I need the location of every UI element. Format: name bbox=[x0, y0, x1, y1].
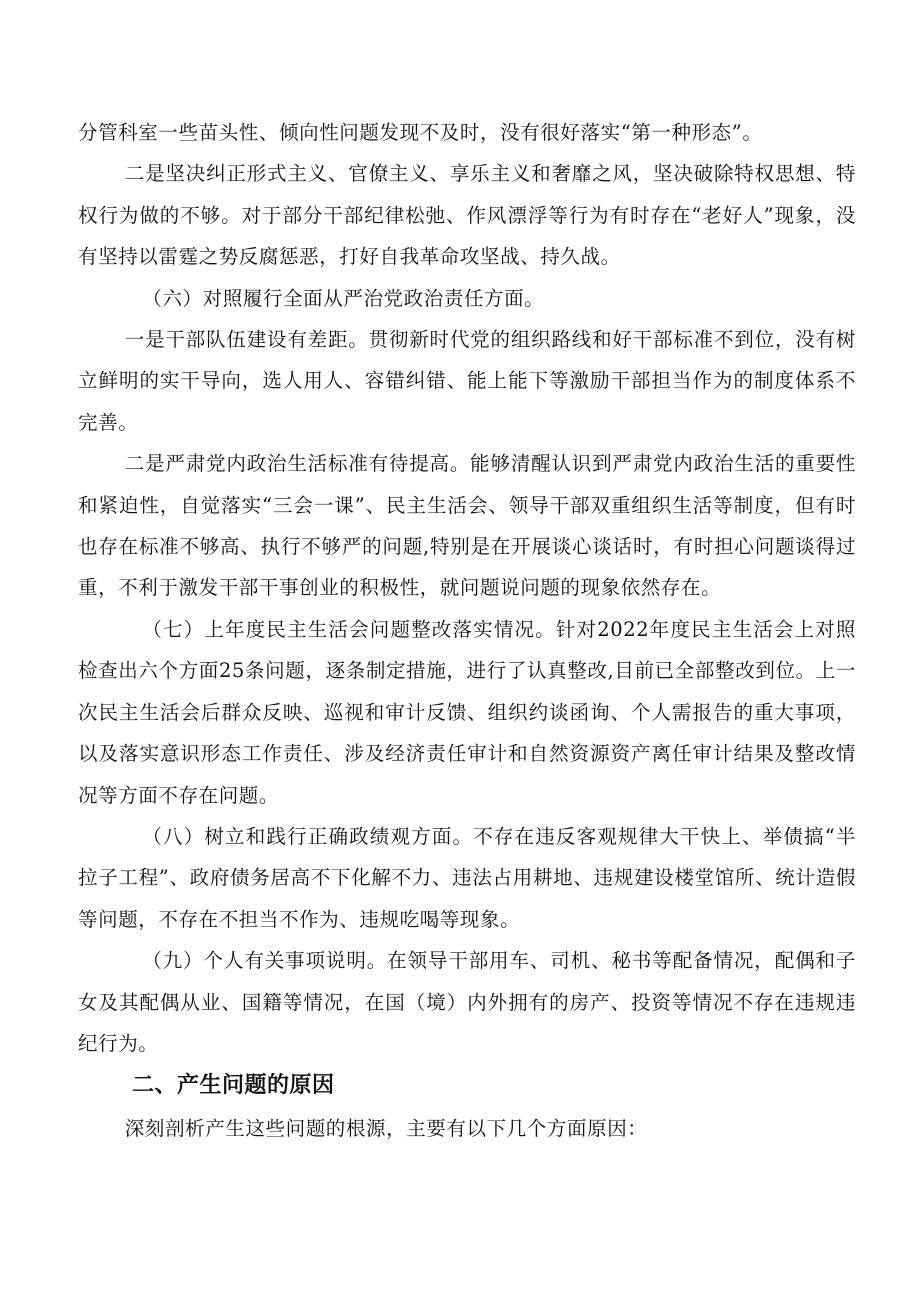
paragraph-party-political-life: 二是严肃党内政治生活标准有待提高。能够清醒认识到严肃党内政治生活的重要性和紧迫性，自觉落实“三会一课”、民主生活会、领导干部双重组织生活等制度，但有时也存在标准不够高、执行不够严的问题,特别是在开展谈心谈话时，有时担心问题谈得过重，不利于激发干部干事创业的积极性，就问题说问题的现象依然存在。 bbox=[78, 452, 856, 600]
paragraph-section-nine-personal-matters: （九）个人有关事项说明。在领导干部用车、司机、秘书等配备情况，配偶和子女及其配偶从业、国籍等情况，在国（境）内外拥有的房产、投资等情况不存在违规违纪行为。 bbox=[78, 949, 856, 1055]
paragraph-section-six-title: （六）对照履行全面从严治党政治责任方面。 bbox=[142, 286, 545, 310]
paragraph-causes-intro: 深刻剖析产生这些问题的根源，主要有以下几个方面原因： bbox=[124, 1117, 648, 1141]
section-heading-causes: 二、产生问题的原因 bbox=[132, 1073, 335, 1099]
paragraph-section-seven-rectification: （七）上年度民主生活会问题整改落实情况。针对2022年度民主生活会上对照检查出六个方面25条问题，逐条制定措施，进行了认真整改,目前已全部整改到位。上一次民主生活会后群众反映、巡视和审计反馈、组织约谈函询、个人需报告的重大事项，以及落实意识形态工作责任、涉及经济责任审计和自然资源资产离任审计结果及整改情况等方面不存在问题。 bbox=[78, 617, 856, 807]
paragraph-cadre-team-building: 一是干部队伍建设有差距。贯彻新时代党的组织路线和好干部标准不到位，没有树立鲜明的实干导向，选人用人、容错纠错、能上能下等激励干部担当作为的制度体系不完善。 bbox=[78, 328, 856, 434]
paragraph-oppose-formalism: 二是坚决纠正形式主义、官僚主义、享乐主义和奢靡之风，坚决破除特权思想、特权行为做的不够。对于部分干部纪律松弛、作风漂浮等行为有时存在“老好人”现象，没有坚持以雷霆之势反腐惩恶，打好自我革命攻坚战、持久战。 bbox=[78, 162, 856, 269]
document-body bbox=[78, 112, 856, 1150]
paragraph-first-form-continuation: 分管科室一些苗头性、倾向性问题发现不及时，没有很好落实“第一种形态”。 bbox=[78, 121, 763, 144]
paragraph-section-eight-performance-view: （八）树立和践行正确政绩观方面。不存在违反客观规律大干快上、举债搞“半拉子工程”、政府债务居高不下化解不力、违法占用耕地、违规建设楼堂馆所、统计造假等问题，不存在不担当不作为、违规吃喝等现象。 bbox=[78, 824, 856, 931]
